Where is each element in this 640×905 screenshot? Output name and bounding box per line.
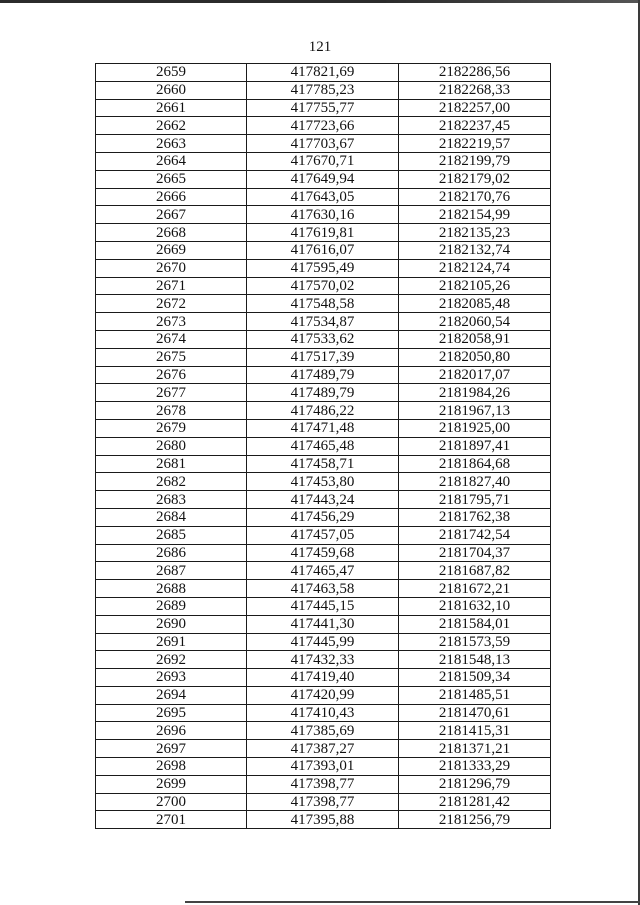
table-row	[96, 348, 551, 366]
y-coordinate-cell: 2182286,56	[399, 64, 551, 82]
x-coordinate-cell: 417445,15	[247, 597, 399, 615]
table-row	[96, 366, 551, 384]
table-row	[96, 669, 551, 687]
table-row	[96, 295, 551, 313]
page-number: 121	[308, 39, 332, 55]
point-number-cell: 2663	[96, 135, 247, 153]
table-row	[96, 758, 551, 776]
x-coordinate-cell: 417723,66	[247, 117, 399, 135]
x-coordinate-cell: 417463,58	[247, 580, 399, 598]
point-number-cell: 2697	[96, 740, 247, 758]
x-coordinate-cell: 417703,67	[247, 135, 399, 153]
y-coordinate-cell: 2181548,13	[399, 651, 551, 669]
x-coordinate-cell: 417755,77	[247, 99, 399, 117]
point-number-cell: 2684	[96, 508, 247, 526]
table-row	[96, 686, 551, 704]
y-coordinate-cell: 2181827,40	[399, 473, 551, 491]
point-number-cell: 2661	[96, 99, 247, 117]
point-number-cell: 2695	[96, 704, 247, 722]
y-coordinate-cell: 2182060,54	[399, 313, 551, 331]
y-coordinate-cell: 2181333,29	[399, 758, 551, 776]
point-number-cell: 2670	[96, 259, 247, 277]
scan-bottom-edge	[185, 901, 640, 903]
y-coordinate-cell: 2182105,26	[399, 277, 551, 295]
y-coordinate-cell: 2182268,33	[399, 81, 551, 99]
point-number-cell: 2660	[96, 81, 247, 99]
table-row	[96, 722, 551, 740]
y-coordinate-cell: 2181509,34	[399, 669, 551, 687]
y-coordinate-cell: 2182257,00	[399, 99, 551, 117]
y-coordinate-cell: 2181415,31	[399, 722, 551, 740]
point-number-cell: 2693	[96, 669, 247, 687]
table-row	[96, 473, 551, 491]
table-row	[96, 580, 551, 598]
x-coordinate-cell: 417465,48	[247, 437, 399, 455]
point-number-cell: 2682	[96, 473, 247, 491]
y-coordinate-cell: 2181762,38	[399, 508, 551, 526]
point-number-cell: 2681	[96, 455, 247, 473]
point-number-cell: 2696	[96, 722, 247, 740]
x-coordinate-cell: 417785,23	[247, 81, 399, 99]
x-coordinate-cell: 417456,29	[247, 508, 399, 526]
x-coordinate-cell: 417649,94	[247, 170, 399, 188]
x-coordinate-cell: 417393,01	[247, 758, 399, 776]
point-number-cell: 2692	[96, 651, 247, 669]
table-row	[96, 241, 551, 259]
table-row	[96, 793, 551, 811]
point-number-cell: 2673	[96, 313, 247, 331]
y-coordinate-cell: 2182132,74	[399, 241, 551, 259]
point-number-cell: 2679	[96, 419, 247, 437]
table-row	[96, 775, 551, 793]
y-coordinate-cell: 2181984,26	[399, 384, 551, 402]
x-coordinate-cell: 417457,05	[247, 526, 399, 544]
x-coordinate-cell: 417595,49	[247, 259, 399, 277]
table-row	[96, 491, 551, 509]
y-coordinate-cell: 2182085,48	[399, 295, 551, 313]
x-coordinate-cell: 417670,71	[247, 152, 399, 170]
point-number-cell: 2669	[96, 241, 247, 259]
y-coordinate-cell: 2181687,82	[399, 562, 551, 580]
y-coordinate-cell: 2182199,79	[399, 152, 551, 170]
point-number-cell: 2683	[96, 491, 247, 509]
point-number-cell: 2672	[96, 295, 247, 313]
x-coordinate-cell: 417453,80	[247, 473, 399, 491]
table-row	[96, 615, 551, 633]
x-coordinate-cell: 417443,24	[247, 491, 399, 509]
point-number-cell: 2690	[96, 615, 247, 633]
y-coordinate-cell: 2181573,59	[399, 633, 551, 651]
scan-top-edge	[0, 0, 640, 3]
x-coordinate-cell: 417570,02	[247, 277, 399, 295]
y-coordinate-cell: 2182154,99	[399, 206, 551, 224]
point-number-cell: 2675	[96, 348, 247, 366]
table-row	[96, 437, 551, 455]
point-number-cell: 2691	[96, 633, 247, 651]
y-coordinate-cell: 2181632,10	[399, 597, 551, 615]
table-row	[96, 135, 551, 153]
point-number-cell: 2666	[96, 188, 247, 206]
point-number-cell: 2689	[96, 597, 247, 615]
table-row	[96, 170, 551, 188]
x-coordinate-cell: 417459,68	[247, 544, 399, 562]
y-coordinate-cell: 2181864,68	[399, 455, 551, 473]
x-coordinate-cell: 417548,58	[247, 295, 399, 313]
x-coordinate-cell: 417398,77	[247, 793, 399, 811]
x-coordinate-cell: 417385,69	[247, 722, 399, 740]
x-coordinate-cell: 417458,71	[247, 455, 399, 473]
table-row	[96, 206, 551, 224]
y-coordinate-cell: 2182135,23	[399, 224, 551, 242]
coordinates-table	[95, 63, 551, 829]
y-coordinate-cell: 2181672,21	[399, 580, 551, 598]
table-row	[96, 597, 551, 615]
table-row	[96, 455, 551, 473]
table-row	[96, 313, 551, 331]
x-coordinate-cell: 417398,77	[247, 775, 399, 793]
table-row	[96, 811, 551, 829]
y-coordinate-cell: 2181704,37	[399, 544, 551, 562]
x-coordinate-cell: 417432,33	[247, 651, 399, 669]
table-row	[96, 152, 551, 170]
table-row	[96, 544, 551, 562]
table-row	[96, 508, 551, 526]
table-row	[96, 704, 551, 722]
x-coordinate-cell: 417619,81	[247, 224, 399, 242]
point-number-cell: 2665	[96, 170, 247, 188]
table-row	[96, 330, 551, 348]
point-number-cell: 2678	[96, 402, 247, 420]
table-row	[96, 402, 551, 420]
point-number-cell: 2674	[96, 330, 247, 348]
table-row	[96, 99, 551, 117]
y-coordinate-cell: 2181256,79	[399, 811, 551, 829]
y-coordinate-cell: 2181967,13	[399, 402, 551, 420]
x-coordinate-cell: 417533,62	[247, 330, 399, 348]
y-coordinate-cell: 2181897,41	[399, 437, 551, 455]
x-coordinate-cell: 417471,48	[247, 419, 399, 437]
y-coordinate-cell: 2182237,45	[399, 117, 551, 135]
point-number-cell: 2676	[96, 366, 247, 384]
y-coordinate-cell: 2182170,76	[399, 188, 551, 206]
table-row	[96, 526, 551, 544]
y-coordinate-cell: 2181296,79	[399, 775, 551, 793]
table-row	[96, 562, 551, 580]
x-coordinate-cell: 417387,27	[247, 740, 399, 758]
point-number-cell: 2668	[96, 224, 247, 242]
table-row	[96, 259, 551, 277]
y-coordinate-cell: 2181584,01	[399, 615, 551, 633]
x-coordinate-cell: 417420,99	[247, 686, 399, 704]
point-number-cell: 2700	[96, 793, 247, 811]
point-number-cell: 2698	[96, 758, 247, 776]
table-row	[96, 633, 551, 651]
x-coordinate-cell: 417517,39	[247, 348, 399, 366]
table-row	[96, 419, 551, 437]
y-coordinate-cell: 2181470,61	[399, 704, 551, 722]
y-coordinate-cell: 2181485,51	[399, 686, 551, 704]
x-coordinate-cell: 417445,99	[247, 633, 399, 651]
y-coordinate-cell: 2182219,57	[399, 135, 551, 153]
point-number-cell: 2659	[96, 64, 247, 82]
x-coordinate-cell: 417395,88	[247, 811, 399, 829]
coordinates-table-body	[96, 64, 551, 829]
y-coordinate-cell: 2182050,80	[399, 348, 551, 366]
point-number-cell: 2686	[96, 544, 247, 562]
x-coordinate-cell: 417410,43	[247, 704, 399, 722]
y-coordinate-cell: 2182017,07	[399, 366, 551, 384]
point-number-cell: 2677	[96, 384, 247, 402]
table-row	[96, 64, 551, 82]
y-coordinate-cell: 2182179,02	[399, 170, 551, 188]
x-coordinate-cell: 417630,16	[247, 206, 399, 224]
point-number-cell: 2680	[96, 437, 247, 455]
point-number-cell: 2685	[96, 526, 247, 544]
table-row	[96, 384, 551, 402]
y-coordinate-cell: 2182124,74	[399, 259, 551, 277]
x-coordinate-cell: 417486,22	[247, 402, 399, 420]
x-coordinate-cell: 417643,05	[247, 188, 399, 206]
point-number-cell: 2694	[96, 686, 247, 704]
point-number-cell: 2667	[96, 206, 247, 224]
x-coordinate-cell: 417489,79	[247, 384, 399, 402]
y-coordinate-cell: 2181742,54	[399, 526, 551, 544]
y-coordinate-cell: 2181371,21	[399, 740, 551, 758]
y-coordinate-cell: 2181795,71	[399, 491, 551, 509]
table-row	[96, 117, 551, 135]
table-row	[96, 740, 551, 758]
y-coordinate-cell: 2181925,00	[399, 419, 551, 437]
x-coordinate-cell: 417489,79	[247, 366, 399, 384]
table-row	[96, 277, 551, 295]
point-number-cell: 2699	[96, 775, 247, 793]
point-number-cell: 2687	[96, 562, 247, 580]
table-row	[96, 224, 551, 242]
point-number-cell: 2671	[96, 277, 247, 295]
y-coordinate-cell: 2182058,91	[399, 330, 551, 348]
x-coordinate-cell: 417441,30	[247, 615, 399, 633]
x-coordinate-cell: 417821,69	[247, 64, 399, 82]
point-number-cell: 2664	[96, 152, 247, 170]
x-coordinate-cell: 417465,47	[247, 562, 399, 580]
table-row	[96, 188, 551, 206]
x-coordinate-cell: 417534,87	[247, 313, 399, 331]
point-number-cell: 2701	[96, 811, 247, 829]
point-number-cell: 2688	[96, 580, 247, 598]
table-row	[96, 81, 551, 99]
table-row	[96, 651, 551, 669]
point-number-cell: 2662	[96, 117, 247, 135]
y-coordinate-cell: 2181281,42	[399, 793, 551, 811]
x-coordinate-cell: 417616,07	[247, 241, 399, 259]
x-coordinate-cell: 417419,40	[247, 669, 399, 687]
